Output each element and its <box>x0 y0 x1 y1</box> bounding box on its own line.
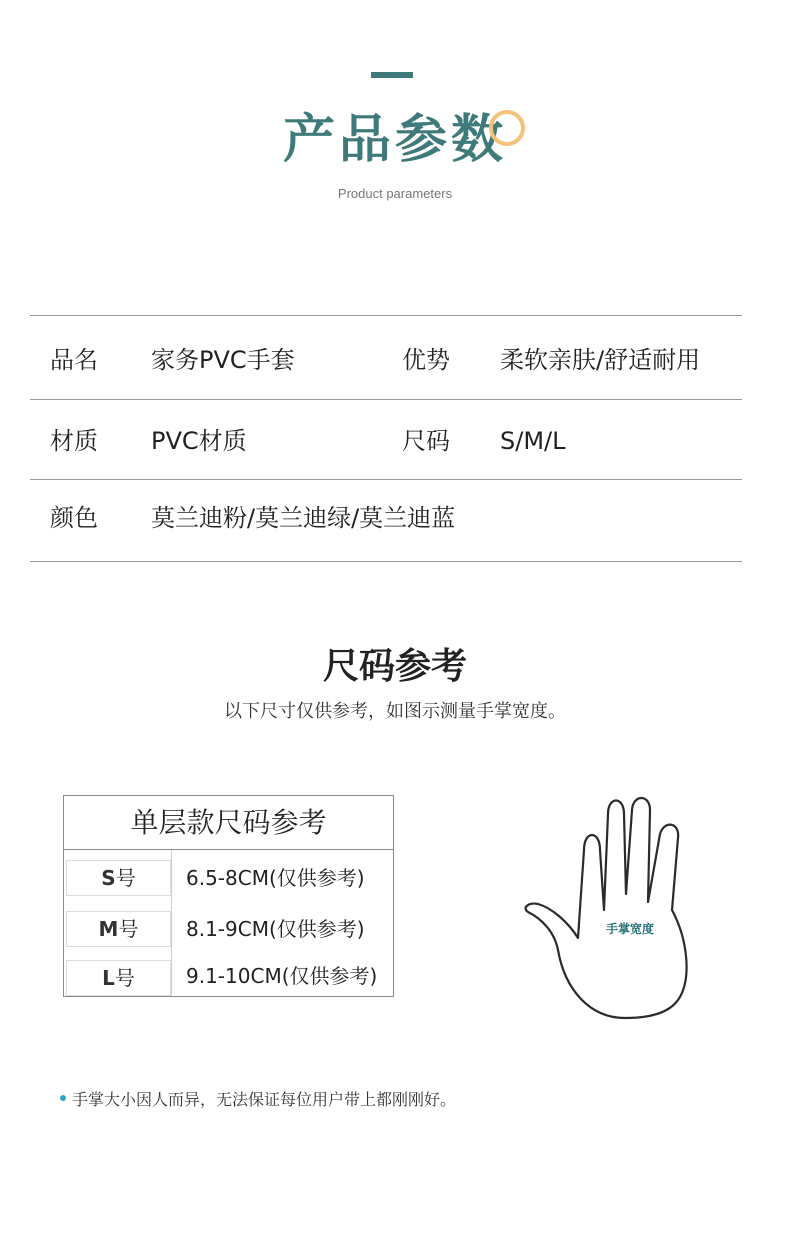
size-suffix: 号 <box>114 966 135 990</box>
size-table-column-divider <box>171 850 172 996</box>
param-value-advantage: 柔软亲肤/舒适耐用 <box>500 346 701 374</box>
bullet-dot-icon <box>60 1095 66 1101</box>
table-divider <box>30 399 742 400</box>
param-label-size: 尺码 <box>402 427 450 455</box>
param-label-material: 材质 <box>50 427 98 455</box>
size-value-m: 8.1-9CM(仅供参考) <box>186 917 365 941</box>
size-letter: M <box>98 917 119 941</box>
size-value-s: 6.5-8CM(仅供参考) <box>186 866 365 890</box>
page-subtitle: Product parameters <box>337 186 453 201</box>
size-section-subtitle: 以下尺寸仅供参考，如图示测量手掌宽度。 <box>224 701 566 722</box>
size-table <box>63 795 394 997</box>
title-accent-bar <box>371 72 413 78</box>
param-label-color: 颜色 <box>50 504 98 532</box>
param-value-color: 莫兰迪粉/莫兰迪绿/莫兰迪蓝 <box>151 504 456 532</box>
decorative-circle-icon <box>489 110 525 146</box>
param-label-advantage: 优势 <box>402 346 450 374</box>
table-divider <box>30 479 742 480</box>
size-label-m <box>66 911 171 947</box>
param-value-material: PVC材质 <box>151 427 247 455</box>
size-label-l <box>66 960 171 996</box>
page-title: 产品参数 <box>282 110 507 170</box>
param-value-size: S/M/L <box>500 427 566 455</box>
size-suffix: 号 <box>118 917 139 941</box>
table-divider <box>30 561 742 562</box>
param-value-name: 家务PVC手套 <box>151 346 295 374</box>
size-value-l: 9.1-10CM(仅供参考) <box>186 964 378 988</box>
size-suffix: 号 <box>115 866 136 890</box>
size-section-title: 尺码参考 <box>322 646 467 687</box>
size-table-header: 单层款尺码参考 <box>64 796 393 850</box>
size-letter: S <box>101 866 116 890</box>
param-label-name: 品名 <box>50 346 98 374</box>
size-label-s <box>66 860 171 896</box>
hand-outline-icon <box>520 790 720 1030</box>
title-wrap <box>0 108 790 172</box>
size-disclaimer-note: 手掌大小因人而异，无法保证每位用户带上都刚刚好。 <box>72 1090 457 1109</box>
size-letter: L <box>102 966 115 990</box>
palm-width-label: 手掌宽度 <box>606 922 655 936</box>
table-divider <box>30 315 742 316</box>
